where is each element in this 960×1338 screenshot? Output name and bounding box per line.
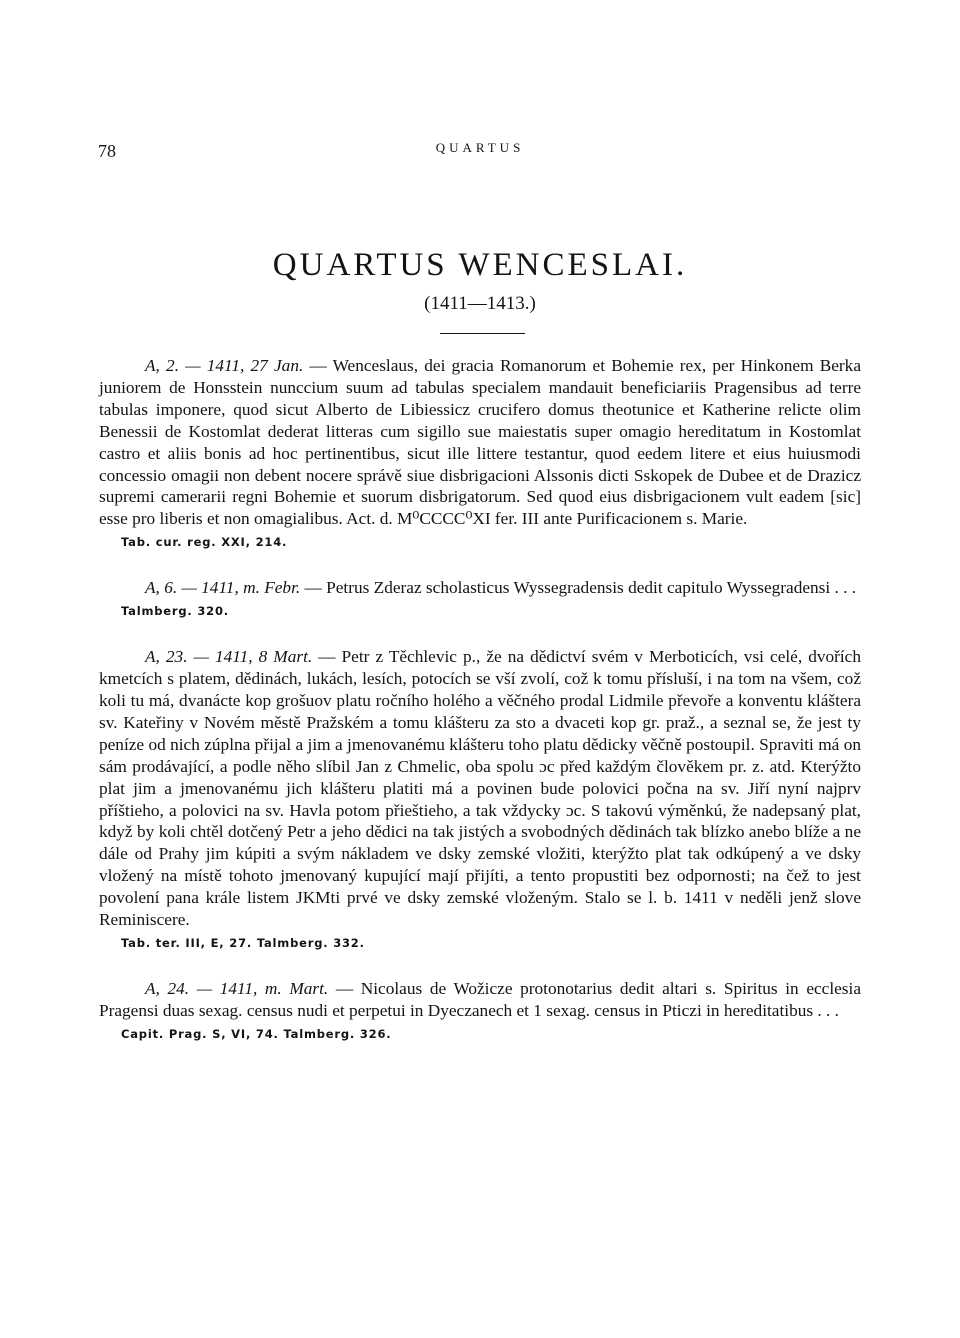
entry-paragraph	[99, 646, 861, 931]
page-number: 78	[98, 141, 116, 161]
entry	[99, 646, 861, 951]
entry-paragraph	[99, 355, 861, 530]
entry-body: — Nicolaus de Wožicze protonotarius dedit altari s. Spiritus in ecclesia Pragensi duas sexag. census nudi et perpetui in Dyeczanech et 1 sexag. census in Pticzi in hereditatibus . . .	[99, 978, 861, 1020]
entry	[99, 355, 861, 550]
entry-heading: A, 24. — 1411, m. Mart.	[145, 978, 329, 998]
entry-paragraph	[99, 978, 861, 1022]
entry-source: Talmberg. 320.	[121, 604, 229, 619]
running-head: QUARTUS	[435, 140, 525, 155]
document-subtitle: (1411—1413.)	[424, 293, 536, 314]
entry-heading: A, 6. — 1411, m. Febr.	[145, 578, 301, 598]
entry-heading: A, 2. — 1411, 27 Jan.	[145, 356, 304, 375]
entry-body: — Petrus Zderaz scholasticus Wyssegradensis dedit capitulo Wyssegradensi . . .	[300, 578, 857, 598]
entry	[99, 978, 861, 1042]
title-rule	[440, 333, 525, 334]
entry-body: — Wenceslaus, dei gracia Romanorum et Bohemie rex, per Hinkonem Berka juniorem de Honsstein nunccium suum ad tabulas specialem mandauit beneficiariis Pragensibus ad terre tabulas imponere, quod sicut Alberto de Libiessicz crucifero domus theotunice et Katherine relicte olim Benessii de Kostomlat dederat litteras cum sigillo sue maiestatis super omagio hereditatum in Kostomlat castro et aliis bonis ad hoc pertinentibus, sicut ille littere testantur, quod eedem litere et eius huiusmodi concessio omagii non debent nocere správě siue disbrigacioni Alssonis dicti Sskopek de Dubee et de Drazicz supremi camerarii regni Bohemie et suorum disbrigatorum. Sed quod eius disbrigacionem vult eadem [sic] esse pro liberis et non omagialibus. Act. d. M⁰CCCC⁰XI fer. III ante Purificacionem s. Marie.	[99, 356, 861, 529]
entry-paragraph	[99, 577, 861, 599]
entry-source: Tab. cur. reg. XXI, 214.	[121, 535, 288, 550]
entry	[99, 577, 861, 619]
entry-body: — Petr z Těchlevic p., že na dědictví svém v Merboticích, vsi celé, dvořích kmetcích s platem, dědinách, lukách, lesích, potocích se vší zvolí, což k tomu přísluší, i na tom na všem, což koli tu má, dvanácte kop grošuov platu ročního holého a věčného prodal Lidmile převoře a konventu kláštera sv. Kateřiny v Novém městě Pražském a tomu klášteru za sto a dvaceti kop gr. praž., a seznal se, že jest ty peníze od nich zúplna přijal a jim a jmenovanému klášteru toho platu dědicky věčně postoupil. Spraviti má on sám prodávající, a podle něho slíbil Jan z Chmelic, oba spolu ɔc před každým člověkem pr. z. atd. Kterýžto plat jim a jmenovanému jich klášteru platiti má a povinen bude polovici počna na sv. Jiří nyní najprv příštieho, a polovici na sv. Havla potom přieštieho, a tak vždycky ɔc. S takovú výměnkú, že nadepsaný plat, když by koli chtěl dotčený Petr a jeho dědici na tak jistých a svobodných dědinách tak blízko anebo blíže a ne dále od Prahy jim kúpiti a svým nákladem ve dsky zemské vložiti, kterýžto plat tak odkúpený a ve dsky vložený na místě tohoto jmenovaný kupující mají přijíti, a tento propustiti bez odpornosti; na čež to jest povolení pana krále listem JKMti prvé ve dsky zemské vloženým. Stalo se l. b. 1411 v neděli jenž slove Reminiscere.	[99, 647, 861, 930]
entry-source: Tab. ter. III, E, 27. Talmberg. 332.	[121, 935, 365, 950]
entry-source: Capit. Prag. S, VI, 74. Talmberg. 326.	[121, 1026, 392, 1041]
document-title: QUARTUS WENCESLAI.	[272, 247, 688, 283]
entries-list	[99, 355, 861, 1042]
entry-heading: A, 23. — 1411, 8 Mart.	[145, 647, 313, 667]
